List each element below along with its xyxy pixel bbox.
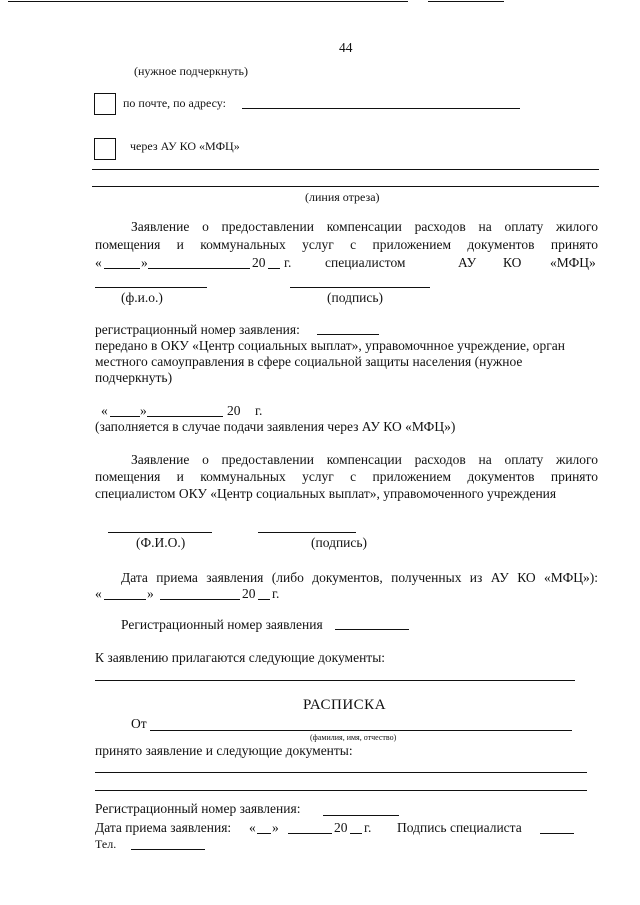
accept2-text-line2: помещения и коммунальных услуг с приложением документов принято <box>95 469 598 484</box>
accept-org-ko: КО <box>503 255 522 270</box>
reg-number-blank <box>317 334 379 335</box>
accept-date-close: » <box>141 255 148 270</box>
accept-signature-blank <box>290 287 430 288</box>
receipt-month-blank <box>160 599 240 600</box>
attached-docs-label: К заявлению прилагаются следующие документы: <box>95 650 386 665</box>
accept2-text-line3: специалистом ОКУ «Центр социальных выплат», управомоченного учреждения <box>95 486 557 501</box>
separator-line <box>92 169 599 170</box>
receipt-year-blank-2 <box>350 833 362 834</box>
receipt-day-blank <box>104 599 146 600</box>
option-mfc-label: через АУ КО «МФЦ» <box>130 139 240 153</box>
receipt-from-label: От <box>131 716 147 731</box>
option-mail-label: по почте, по адресу: <box>123 96 226 110</box>
transfer-day-blank <box>110 416 140 417</box>
receipt-docs-blank-1 <box>95 772 587 773</box>
accept-specialist: специалистом <box>325 255 406 270</box>
transfer-line3: подчеркнуть) <box>95 370 173 385</box>
transfer-line1: передано в ОКУ «Центр социальных выплат», управомочнное учреждение, орган <box>95 338 565 353</box>
transfer-year-suffix: г. <box>255 403 263 418</box>
receipt-accepted-label: принято заявление и следующие документы: <box>95 743 353 758</box>
checkbox-mail[interactable] <box>94 93 116 115</box>
receipt-reg-blank <box>323 815 399 816</box>
accept-text-line2: помещения и коммунальных услуг с приложением документов принято <box>95 237 598 252</box>
receipt-day-blank-2 <box>257 833 271 834</box>
transfer-date-open: « <box>101 403 108 418</box>
checkbox-mfc[interactable] <box>94 138 116 160</box>
cut-line-label: (линия отреза) <box>305 190 380 204</box>
transfer-year: 20 <box>227 403 241 418</box>
receipt-date-open: « <box>95 586 102 601</box>
accept-org-au: АУ <box>458 255 477 270</box>
page-number: 44 <box>339 40 353 55</box>
receipt-sign-label: Подпись специалиста <box>397 820 522 835</box>
accept-year-blank <box>268 268 280 269</box>
address-blank-line <box>242 108 520 109</box>
receipt-date-label: Дата приема заявления: <box>95 820 232 835</box>
mfc-fill-note: (заполняется в случае подачи заявления через АУ КО «МФЦ») <box>95 419 456 434</box>
receipt-year-blank <box>258 599 270 600</box>
receipt-docs-blank-2 <box>95 790 587 791</box>
receipt-month-blank-2 <box>288 833 332 834</box>
receipt-date-close-2: » <box>272 820 279 835</box>
accept2-fio-caption: (Ф.И.О.) <box>136 535 186 550</box>
transfer-line2: местного самоуправления в сфере социальной защиты населения (нужное <box>95 354 523 369</box>
accept2-fio-blank <box>108 532 212 533</box>
receipt-date-close: » <box>147 586 154 601</box>
reg-number-label: регистрационный номер заявления: <box>95 322 300 337</box>
accept-year: 20 <box>252 255 266 270</box>
accept-org-mfc: «МФЦ» <box>550 255 596 270</box>
accept-day-blank <box>104 268 140 269</box>
top-border-line-right <box>428 1 504 2</box>
receipt-date-open-2: « <box>249 820 256 835</box>
cut-line <box>92 186 599 187</box>
accept-year-suffix: г. <box>284 255 292 270</box>
receipt-reg-label: Регистрационный номер заявления: <box>95 801 301 816</box>
accept-month-blank <box>148 268 250 269</box>
underline-note: (нужное подчеркнуть) <box>134 64 248 78</box>
receipt-sign-blank <box>540 833 574 834</box>
transfer-month-blank <box>147 416 223 417</box>
receipt-year-2: 20 <box>334 820 348 835</box>
accept-fio-blank <box>95 287 207 288</box>
receipt-tel-label: Тел. <box>95 837 117 851</box>
accept-text-line1: Заявление о предоставлении компенсации расходов на оплату жилого <box>131 219 598 234</box>
receipt-tel-blank <box>131 849 205 850</box>
reg2-blank <box>335 629 409 630</box>
receipt-year: 20 <box>242 586 256 601</box>
receipt-year-suffix-2: г. <box>364 820 372 835</box>
accept2-text-line1: Заявление о предоставлении компенсации расходов на оплату жилого <box>131 452 598 467</box>
accept-signature-caption: (подпись) <box>327 290 384 305</box>
receipt-from-blank <box>150 730 572 731</box>
receipt-date-line1: Дата приема заявления (либо документов, полученных из АУ КО «МФЦ»): <box>121 570 598 585</box>
accept2-signature-caption: (подпись) <box>311 535 368 550</box>
transfer-date-close: » <box>140 403 147 418</box>
receipt-year-suffix: г. <box>272 586 280 601</box>
accept2-signature-blank <box>258 532 356 533</box>
receipt-title: РАСПИСКА <box>303 697 387 713</box>
top-border-line <box>8 1 408 2</box>
attached-docs-blank <box>95 680 575 681</box>
accept-date-open: « <box>95 255 102 270</box>
reg2-label: Регистрационный номер заявления <box>121 617 323 632</box>
receipt-fio-hint: (фамилия, имя, отчество) <box>310 733 397 742</box>
accept-fio-caption: (ф.и.о.) <box>121 290 163 305</box>
